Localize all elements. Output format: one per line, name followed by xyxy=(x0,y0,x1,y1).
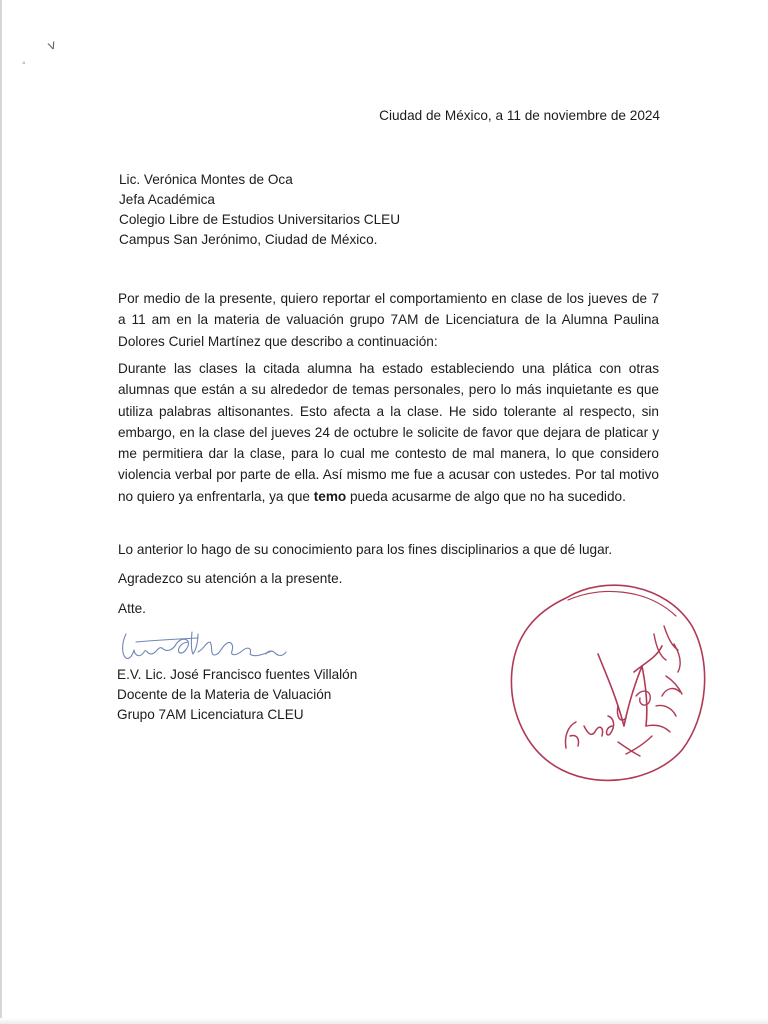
body-paragraph-thanks: Agradezco su atención a la presente. xyxy=(118,571,343,586)
recipient-position: Jefa Académica xyxy=(119,192,215,207)
signer-role: Docente de la Materia de Valuación xyxy=(117,687,332,702)
red-ink-stamp xyxy=(506,576,710,786)
scan-speck-mark: ˅ xyxy=(45,37,60,56)
incident-text-end: pueda acusarme de algo que no ha sucedido. xyxy=(346,488,626,504)
signer-group: Grupo 7AM Licenciatura CLEU xyxy=(117,707,304,722)
recipient-institution: Colegio Libre de Estudios Universitarios CLEU xyxy=(119,212,401,227)
date-line: Ciudad de México, a 11 de noviembre de 2024 xyxy=(379,108,660,123)
scan-bottom-shadow xyxy=(0,1018,768,1024)
incident-text: Durante las clases la citada alumna ha estado estableciendo una plática con otras alumnas que están a su alrededor de temas personales, pero lo más inquietante es que utiliza palabras altisonantes. Esto afecta a la clase. He sido tolerante al respecto, sin embargo, en la clase del jueves 24 de octubre le solicite de favor que dejara de platicar y me permitiera dar la clase, para lo cual me contesto de mal manera, lo que considero violencia verbal por parte de ella. Así mismo me fue a acusar con ustedes. Por tal motivo no quiero ya enfrentarla, ya que xyxy=(118,361,659,504)
signer-name: E.V. Lic. José Francisco fuentes Villalón xyxy=(117,667,358,682)
scan-speck-mark: ◦ xyxy=(22,58,26,69)
body-paragraph-incident xyxy=(118,358,659,507)
body-paragraph-purpose: Lo anterior lo hago de su conocimiento para los fines disciplinarios a que dé lugar. xyxy=(118,542,613,557)
handwritten-signature xyxy=(118,624,290,668)
signer-block xyxy=(117,665,357,725)
recipient-campus: Campus San Jerónimo, Ciudad de México. xyxy=(119,232,378,247)
recipient-name: Lic. Verónica Montes de Oca xyxy=(119,172,293,187)
scan-edge xyxy=(0,0,2,1024)
incident-bold-word: temo xyxy=(313,488,347,504)
body-paragraph-intro: Por medio de la presente, quiero reportar el comportamiento en clase de los jueves de 7 a 11 am en la materia de valuación grupo 7AM de Licenciatura de la Alumna Paulina Dolores Curiel Martínez que describo a continuación: xyxy=(118,291,659,349)
recipient-block xyxy=(119,170,400,250)
closing-text: Atte. xyxy=(118,601,146,616)
